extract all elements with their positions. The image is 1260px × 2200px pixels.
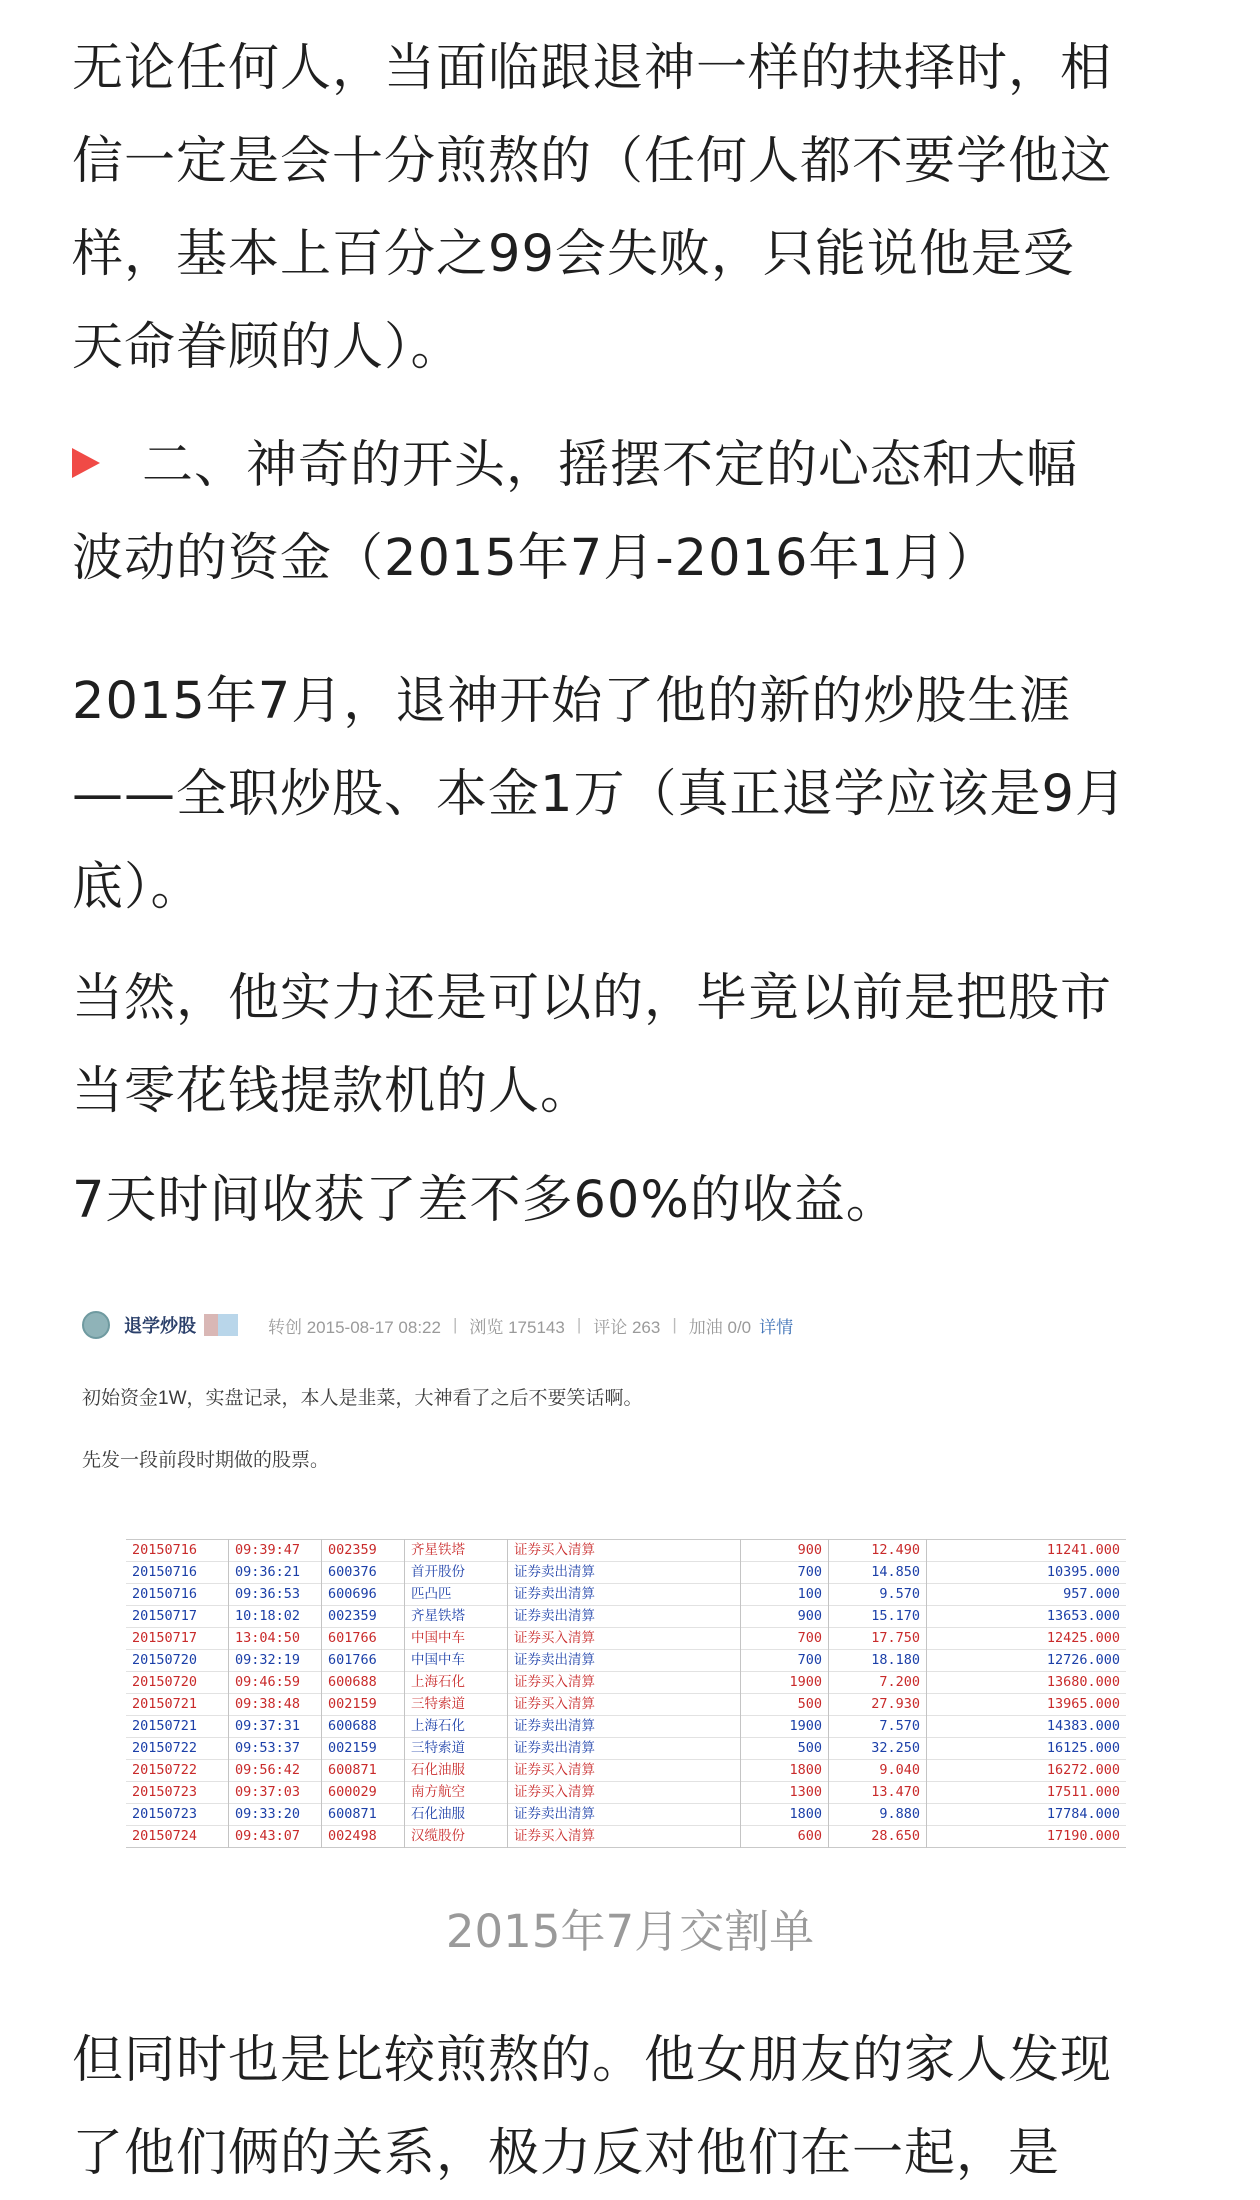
stock-code: 002359 [322, 1540, 405, 1562]
stock-name: 上海石化 [405, 1672, 508, 1694]
trade-price: 7.200 [829, 1672, 927, 1694]
trade-time: 09:37:31 [229, 1716, 322, 1738]
stock-name: 中国中车 [405, 1628, 508, 1650]
stock-code: 600376 [322, 1562, 405, 1584]
trade-time: 13:04:50 [229, 1628, 322, 1650]
stock-code: 601766 [322, 1650, 405, 1672]
stock-code: 601766 [322, 1628, 405, 1650]
trade-amount: 16272.000 [927, 1760, 1127, 1782]
trade-time: 09:38:48 [229, 1694, 322, 1716]
trade-quantity: 500 [741, 1694, 829, 1716]
text-line: 样，基本上百分之99会失败，只能说他是受 [72, 225, 1075, 284]
trade-time: 09:39:47 [229, 1540, 322, 1562]
trade-operation: 证券卖出清算 [508, 1606, 741, 1628]
stock-name: 石化油服 [405, 1760, 508, 1782]
stock-name: 南方航空 [405, 1782, 508, 1804]
stock-code: 600688 [322, 1672, 405, 1694]
trade-amount: 12425.000 [927, 1628, 1127, 1650]
stock-code: 002159 [322, 1694, 405, 1716]
trade-amount: 14383.000 [927, 1716, 1127, 1738]
stock-code: 002359 [322, 1606, 405, 1628]
post-meta-bar: 退学炒股 转创 2015-08-17 08:22 | 浏览 175143 | 评论 263 | 加油 0/0 详情 [82, 1305, 793, 1345]
trade-quantity: 700 [741, 1628, 829, 1650]
trade-operation: 证券卖出清算 [508, 1584, 741, 1606]
table-row [126, 1694, 1126, 1716]
trade-amount: 13965.000 [927, 1694, 1127, 1716]
trade-date: 20150720 [132, 1674, 198, 1690]
trade-quantity: 700 [741, 1650, 829, 1672]
trade-quantity: 1800 [741, 1804, 829, 1826]
text-line: 当然，他实力还是可以的，毕竟以前是把股市 [72, 969, 1113, 1028]
trade-quantity: 1800 [741, 1760, 829, 1782]
trade-time: 09:33:20 [229, 1804, 322, 1826]
trade-price: 32.250 [829, 1738, 927, 1760]
text-line: 无论任何人，当面临跟退神一样的抉择时，相 [72, 39, 1113, 98]
post-line: 先发一段前段时期做的股票。 [82, 1450, 330, 1471]
trade-quantity: 900 [741, 1540, 829, 1562]
heading-line: 波动的资金（2015年7月-2016年1月） [72, 529, 998, 588]
trade-operation: 证券买入清算 [508, 1782, 741, 1804]
trade-date: 20150717 [132, 1608, 198, 1624]
trade-amount: 17784.000 [927, 1804, 1127, 1826]
text-line: 天命眷顾的人）。 [72, 318, 463, 377]
trade-date: 20150724 [132, 1828, 198, 1844]
table-row [126, 1628, 1126, 1650]
paragraph-intro [72, 22, 1202, 394]
trade-date: 20150716 [132, 1542, 198, 1558]
table-row [126, 1562, 1126, 1584]
trade-amount: 17190.000 [927, 1826, 1127, 1848]
stock-code: 002159 [322, 1738, 405, 1760]
trade-operation: 证券买入清算 [508, 1672, 741, 1694]
trade-amount: 10395.000 [927, 1562, 1127, 1584]
image-caption: 2015年7月交割单 [445, 1905, 815, 1958]
boost-count: 加油 0/0 [688, 1317, 752, 1337]
stock-name: 齐星铁塔 [405, 1606, 508, 1628]
table-row [126, 1672, 1126, 1694]
trade-date: 20150716 [132, 1564, 198, 1580]
text-line: 当零花钱提款机的人。 [72, 1062, 593, 1121]
trade-price: 15.170 [829, 1606, 927, 1628]
table-row [126, 1584, 1126, 1606]
paragraph-start [72, 655, 1202, 934]
trade-price: 9.040 [829, 1760, 927, 1782]
trade-quantity: 1900 [741, 1716, 829, 1738]
section-heading [72, 419, 1202, 605]
paragraph-girlfriend [72, 2014, 1202, 2200]
text-line: 底）。 [72, 858, 203, 917]
stock-code: 600871 [322, 1804, 405, 1826]
trade-price: 18.180 [829, 1650, 927, 1672]
text-line: ——全职炒股、本金1万（真正退学应该是9月 [72, 765, 1127, 824]
trade-price: 9.880 [829, 1804, 927, 1826]
stock-name: 上海石化 [405, 1716, 508, 1738]
stock-name: 汉缆股份 [405, 1826, 508, 1848]
trade-date: 20150723 [132, 1806, 198, 1822]
stock-code: 600871 [322, 1760, 405, 1782]
trade-operation: 证券卖出清算 [508, 1804, 741, 1826]
trade-amount: 11241.000 [927, 1540, 1127, 1562]
trade-date: 20150720 [132, 1652, 198, 1668]
stock-name: 匹凸匹 [405, 1584, 508, 1606]
stock-name: 石化油服 [405, 1804, 508, 1826]
trade-price: 14.850 [829, 1562, 927, 1584]
trade-operation: 证券买入清算 [508, 1694, 741, 1716]
view-count: 浏览 175143 [469, 1317, 565, 1337]
text-line: 了他们俩的关系，极力反对他们在一起，是 [72, 2124, 1061, 2183]
stock-name: 齐星铁塔 [405, 1540, 508, 1562]
table-row [126, 1716, 1126, 1738]
avatar [82, 1311, 110, 1339]
trade-time: 09:56:42 [229, 1760, 322, 1782]
trade-date: 20150722 [132, 1740, 198, 1756]
stock-name: 三特索道 [405, 1694, 508, 1716]
blurred-badge [218, 1314, 238, 1336]
trade-amount: 13680.000 [927, 1672, 1127, 1694]
table-row [126, 1606, 1126, 1628]
trade-operation: 证券买入清算 [508, 1760, 741, 1782]
trade-price: 28.650 [829, 1826, 927, 1848]
trade-quantity: 500 [741, 1738, 829, 1760]
text-line: 但同时也是比较煎熬的。他女朋友的家人发现 [72, 2031, 1113, 2090]
trade-date: 20150722 [132, 1762, 198, 1778]
trade-amount: 17511.000 [927, 1782, 1127, 1804]
trade-amount: 957.000 [927, 1584, 1127, 1606]
trade-date: 20150716 [132, 1586, 198, 1602]
trade-operation: 证券卖出清算 [508, 1562, 741, 1584]
blurred-badge [204, 1314, 218, 1336]
triangle-bullet-icon [72, 448, 100, 478]
table-row [126, 1738, 1126, 1760]
trade-time: 09:32:19 [229, 1650, 322, 1672]
text-line: 信一定是会十分煎熬的（任何人都不要学他这 [72, 132, 1113, 191]
username: 退学炒股 [124, 1316, 196, 1336]
text-line: 2015年7月，退神开始了他的新的炒股生涯 [72, 672, 1072, 731]
trade-amount: 12726.000 [927, 1650, 1127, 1672]
trade-date: 20150717 [132, 1630, 198, 1646]
trade-time: 09:36:53 [229, 1584, 322, 1606]
trade-table [126, 1539, 1126, 1848]
detail-link: 详情 [759, 1317, 794, 1337]
trade-time: 09:36:21 [229, 1562, 322, 1584]
trade-price: 13.470 [829, 1782, 927, 1804]
trade-quantity: 100 [741, 1584, 829, 1606]
trade-record-image [82, 1295, 1172, 1855]
trade-quantity: 700 [741, 1562, 829, 1584]
trade-quantity: 600 [741, 1826, 829, 1848]
paragraph-return [72, 1154, 1202, 1247]
trade-price: 12.490 [829, 1540, 927, 1562]
trade-operation: 证券买入清算 [508, 1826, 741, 1848]
stock-name: 三特索道 [405, 1738, 508, 1760]
trade-date: 20150721 [132, 1696, 198, 1712]
created-time: 转创 2015-08-17 08:22 [268, 1317, 441, 1337]
trade-date: 20150723 [132, 1784, 198, 1800]
trade-time: 09:43:07 [229, 1826, 322, 1848]
trade-price: 7.570 [829, 1716, 927, 1738]
trade-operation: 证券卖出清算 [508, 1738, 741, 1760]
stock-code: 600029 [322, 1782, 405, 1804]
trade-price: 17.750 [829, 1628, 927, 1650]
heading-line: 二、神奇的开头，摇摆不定的心态和大幅 [142, 436, 1079, 495]
stock-code: 600688 [322, 1716, 405, 1738]
comment-count: 评论 263 [593, 1317, 661, 1337]
trade-time: 09:37:03 [229, 1782, 322, 1804]
table-row [126, 1782, 1126, 1804]
trade-price: 27.930 [829, 1694, 927, 1716]
stock-code: 600696 [322, 1584, 405, 1606]
trade-operation: 证券买入清算 [508, 1540, 741, 1562]
stock-name: 中国中车 [405, 1650, 508, 1672]
table-row [126, 1826, 1126, 1848]
stock-code: 002498 [322, 1826, 405, 1848]
trade-quantity: 900 [741, 1606, 829, 1628]
post-line: 初始资金1W，实盘记录，本人是韭菜，大神看了之后不要笑话啊。 [82, 1388, 643, 1409]
trade-operation: 证券卖出清算 [508, 1716, 741, 1738]
trade-time: 10:18:02 [229, 1606, 322, 1628]
trade-time: 09:46:59 [229, 1672, 322, 1694]
paragraph-skill [72, 952, 1202, 1138]
trade-time: 09:53:37 [229, 1738, 322, 1760]
text-line: 7天时间收获了差不多60%的收益。 [72, 1171, 898, 1230]
trade-quantity: 1300 [741, 1782, 829, 1804]
trade-quantity: 1900 [741, 1672, 829, 1694]
table-row [126, 1540, 1126, 1562]
trade-amount: 13653.000 [927, 1606, 1127, 1628]
table-row [126, 1804, 1126, 1826]
trade-amount: 16125.000 [927, 1738, 1127, 1760]
trade-date: 20150721 [132, 1718, 198, 1734]
table-row [126, 1650, 1126, 1672]
trade-price: 9.570 [829, 1584, 927, 1606]
trade-operation: 证券买入清算 [508, 1628, 741, 1650]
table-row [126, 1760, 1126, 1782]
stock-name: 首开股份 [405, 1562, 508, 1584]
trade-operation: 证券卖出清算 [508, 1650, 741, 1672]
